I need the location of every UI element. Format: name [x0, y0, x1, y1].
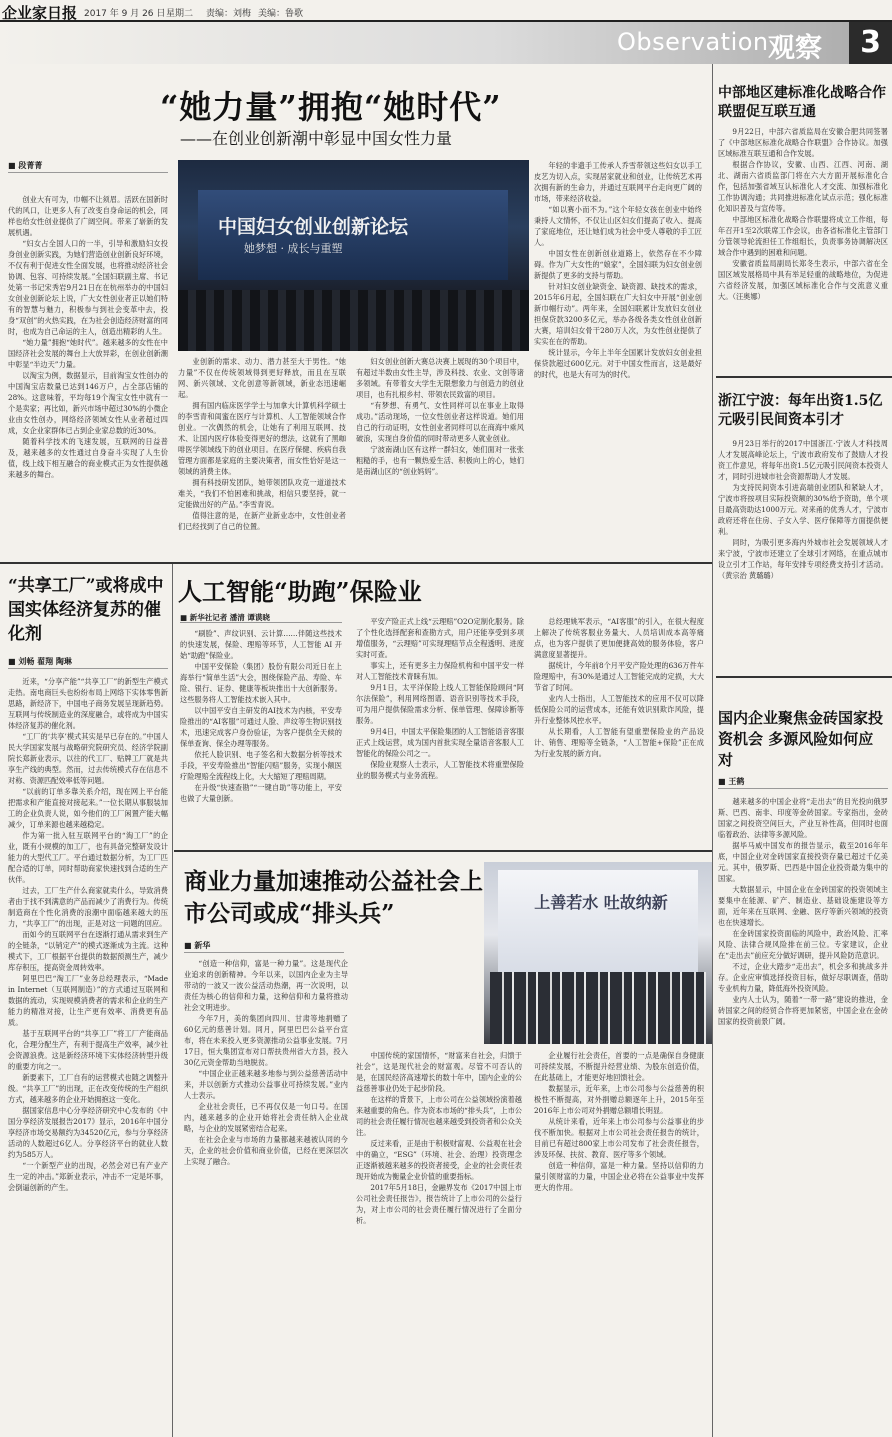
- lead-c3-p2: “有梦想、有勇气、女性同样可以在事业上取得成功。”活动现场，一位女性创业者这样说道。她们用自己的行动证明，女性创业者同样可以在商海中乘风破浪，实现自身价值的同时带动更多人就业创业。: [356, 401, 524, 443]
- left-column-divider: [172, 564, 173, 1437]
- lead-column-1: [8, 194, 168, 554]
- ai-c1-p4: 依托人脸识别、电子签名和大数据分析等技术手段，平安寿险推出“智能闪赔”服务，实现小额医疗险理赔全流程线上化，大大缩短了理赔周期。: [180, 750, 342, 781]
- brief-investment-p6: 业内人士认为，随着“一带一路”建设的推进，金砖国家之间的经贸合作将更加紧密，中国企业在金砖国家的投资前景广阔。: [718, 995, 888, 1026]
- lead-bottom-rule: [0, 562, 712, 564]
- ai-c3-p2: 据统计，今年前8个月平安产险处理的636万件车险理赔中，有30%是通过人工智能完成的定损，大大节省了时间。: [534, 661, 704, 692]
- factory-p3: “以前的订单多靠关系介绍，现在网上平台能把需求和产能直接对接起来。”一位长期从事服装加工的企业负责人说，如今他们的工厂闲置产能大幅减少，订单来源也越来越稳定。: [8, 787, 168, 829]
- welfare-c3-p3: 从统计来看，近年来上市公司参与公益事业的步伐不断加快。根据对上市公司社会责任报告的统计，目前已有超过800家上市公司发布了社会责任报告，涉及环保、扶贫、教育、医疗等多个领域。: [534, 1117, 704, 1159]
- welfare-c2-p3: 反过来看，正是由于积极财富观、公益观在社会中的确立，“ESG”（环境、社会、治理）投资理念正逐渐被越来越多的投资者接受，企业的社会责任表现开始成为衡量企业价值的重要指标。: [356, 1139, 522, 1181]
- ceremony-backdrop: [498, 870, 698, 980]
- lead-c1-p3: “她力量”拥抱“她时代”。越来越多的女性在中国经济社会发展的舞台上大放异彩，在创业创新潮中彰显“半边天”力量。: [8, 338, 168, 369]
- paper-name: 企业家日报: [2, 4, 78, 22]
- factory-p9: 新要素下，工厂自有的运营模式也随之调整升级。“共享工厂”的出现，正在改变传统的生产组织方式，越来越多的企业开始拥抱这一变化。: [8, 1073, 168, 1104]
- brief-central-p3: 中部地区标准化战略合作联盟将成立工作组，每年召开1至2次联席工作会议，由各省标准化主管部门分管领导轮流担任工作组组长，负责事务协调解决区域合作中遇到的困难和问题。: [718, 215, 888, 257]
- factory-p8: 基于互联网平台的“共享工厂”将工厂产能商品化，合理分配生产，有利于提高生产效率，减少社会资源浪费。这是新经济环境下实体经济转型升级的重要方向之一。: [8, 1029, 168, 1071]
- brief-investment-p2: 据毕马威中国发布的报告显示，截至2016年年底，中国企业对金砖国家直接投资存量已超过千亿美元。其中，俄罗斯、巴西是中国企业投资最为集中的国家。: [718, 841, 888, 883]
- brief-investment-p3: 大数据显示，中国企业在金砖国家的投资领域主要集中在能源、矿产、制造业、基础设施建设等方面，近年来在互联网、金融、医疗等新兴领域的投资也在快速增长。: [718, 885, 888, 927]
- brief-ningbo-rule: [716, 676, 892, 678]
- section-title-en: Observation: [617, 28, 769, 56]
- ceremony-guests: [490, 972, 706, 1044]
- brief-central-p1: 9月22日，中部六省质监局在安徽合肥共同签署了《中部地区标准化战略合作联盟》合作协议。加强区域标准互联互通和合作发展。: [718, 127, 888, 158]
- ai-bottom-rule: [174, 850, 712, 852]
- factory-body: [8, 676, 168, 1428]
- factory-p2: “工厂的‘共享’模式其实是早已存在的。”中国人民大学国家发展与战略研究院研究员、经济学院副院长郑新业表示，以往的代工厂、贴牌工厂就是共享生产线的典型。然而，过去传统模式存在信息不对称、资源匹配效率低等问题。: [8, 732, 168, 785]
- ai-c3-p1: 总经理姚军表示，“AI客服”的引入，在很大程度上解决了传统客服业务量大、人员培训成本高等痛点，也为客户提供了更加便捷高效的服务体验，客户满意度显著提升。: [534, 617, 704, 659]
- welfare-c1-p3: “中国企业正越来越多地参与到公益慈善活动中来，并以创新方式推动公益事业可持续发展。”业内人士表示。: [184, 1069, 348, 1100]
- ai-c2-p4: 9月4日，中国太平保险集团的人工智能语音客服正式上线运营，成为国内首批实现全量语音客服人工智能化的保险公司之一。: [356, 727, 524, 758]
- lead-byline: ■ 段菁菁: [8, 161, 43, 170]
- page-number: 3: [860, 25, 881, 60]
- lead-c2-p1: 业创新的需求、动力、潜力甚至大于男性。“她力量”不仅在传统领域得到更好释放，而且在互联网、新兴领域、文化创意等新领域，新业态迅速崛起。: [178, 357, 346, 399]
- brief-investment-byline: ■ 王鹤: [718, 777, 745, 786]
- welfare-ceremony-photo: [484, 862, 712, 1044]
- welfare-c1-p1: “创造一种信仰，富是一种力量”。这是现代企业追求的创新精神。今年以来，以国内企业为主导带动的一波又一波公益活动热潮，再一次说明，以责任为核心的信仰和力量，这种信仰和力量将推动社会文明进步。: [184, 959, 348, 1012]
- lead-c3-p3: 宁波南湖山区有这样一群妇女，她们面对一张张粗糙的手，也有一颗热爱生活、积极向上的心，她们是南湖山区的“创业妈妈”。: [356, 445, 524, 476]
- welfare-column-3: [534, 1050, 704, 1428]
- lead-column-2: [178, 356, 346, 554]
- ai-c3-p3: 业内人士指出，人工智能技术的应用不仅可以降低保险公司的运营成本，还能有效识别欺诈风险，提升行业整体风控水平。: [534, 694, 704, 725]
- brief-investment-p5: 不过，企业大踏步“走出去”，机会多和挑战多并存。企业应审慎选择投资目标，做好尽职调查，借助专业机构力量，降低海外投资风险。: [718, 962, 888, 993]
- issue-date: 2017 年 9 月 26 日: [84, 9, 166, 19]
- brief-ningbo-body: [718, 438, 888, 666]
- lead-c2-p2: 拥有国内临床医学学士与加拿大计算机科学硕士的李雪青和闺蜜在医疗与计算机、人工智能领域合作创业。一次偶然的机会，让她有了利用互联网、技术、让国内医疗体验变得更好的想法，这就有了黑咖啡医学领域线下的创业项目。在医疗保健、疾病自我管理方面都是家庭的主要决策者，而女性恰好是这一领域的消费主体。: [178, 401, 346, 476]
- brief-investment-headline: 国内企业聚焦金砖国家投资机会 多源风险如何应对: [718, 709, 884, 769]
- section-title-cn: 观察: [768, 33, 822, 64]
- forum-stage-photo: [178, 160, 529, 351]
- factory-p4: 作为第一批入驻互联网平台的“淘工厂”的企业，既有小规模的加工厂，也有具备完整研发设计能力的大型代工厂。平台通过数据分析，为工厂匹配合适的订单，同时帮助商家快速找到合适的生产伙伴。: [8, 831, 168, 884]
- lead-c3-p1: 妇女创业创新大赛总决赛上展现的30个项目中，有超过半数由女性主导，涉及科技、农业、文创等诸多领域。有带着女大学生无限想象力与创造力的创业项目，也有扎根乡村、带领农民致富的项目。: [356, 357, 524, 399]
- photo-screen-subtitle: 她梦想 · 成长与重塑: [244, 242, 343, 255]
- factory-p11: “一个新型产业的出现，必然会对已有产业产生一定的冲击。”郑新业表示，冲击不一定是坏事，会倒逼创新的产生。: [8, 1161, 168, 1192]
- welfare-c3-p2: 数据显示，近年来，上市公司参与公益慈善的积极性不断提高，对外捐赠总额逐年上升，2015年至2016年上市公司对外捐赠总额增长明显。: [534, 1084, 704, 1115]
- factory-byline: ■ 刘畅 翟翔 陶琳: [8, 657, 72, 666]
- brief-ningbo-headline: 浙江宁波：每年出资1.5亿元吸引民间资本引才: [718, 393, 883, 428]
- ai-c2-p1: 平安产险正式上线“云理赔”O2O定制化服务。除了个性化选择配套和查勘方式，用户还能享受到多项增值服务，“云理赔”可实现理赔节点全程透明、进度实时可查。: [356, 617, 524, 659]
- lead-headline: “她力量”拥抱“她时代”: [160, 88, 502, 126]
- ai-headline: 人工智能“助跑”保险业: [178, 577, 422, 606]
- welfare-byline: ■ 新华: [184, 941, 211, 950]
- designer-credit: 美编：鲁歌: [258, 9, 304, 19]
- brief-ningbo-p1: 9月23日举行的2017中国浙江·宁波人才科技周人才发展高峰论坛上，宁波市政府发布了鼓励人才投资工作意见，将每年出资1.5亿元吸引民间资本投资人才，同时引进城市社会资源帮助人才发展。: [718, 439, 888, 481]
- brief-investment-p1: 越来越多的中国企业将“走出去”的目光投向俄罗斯、巴西、南非、印度等金砖国家。专家指出，金砖国家之间投资空间巨大，产业互补性高，但同时也面临着政治、法律等多源风险。: [718, 797, 888, 839]
- photo-screen-title: 中国妇女创业创新论坛: [218, 216, 409, 238]
- lead-byline-rule: [8, 172, 168, 173]
- ai-c2-p3: 9月1日，太平洋保险上线人工智能保险顾问“阿尔法保险”，利用网络图谱、语音识别等技术手段，可为用户提供保险需求分析、保单管理、保障诊断等服务。: [356, 683, 524, 725]
- weekday: 星期二: [166, 9, 194, 19]
- factory-byline-rule: [8, 668, 168, 669]
- brief-central-headline: 中部地区建标准化战略合作联盟促互联互通: [718, 85, 886, 120]
- lead-column-3: [356, 356, 524, 554]
- ai-c1-p3: 以中国平安自主研发的AI技术为内核，平安寿险推出的“AI客服”可通过人脸、声纹等生物识别技术，迅速完成客户身份验证，为客户提供全天候的保单查询、保全办理等服务。: [180, 706, 342, 748]
- brief-central-body: [718, 126, 888, 370]
- lead-subheadline: ——在创业创新潮中彰显中国女性力量: [180, 129, 453, 148]
- ai-c3-p4: 从长期看，人工智能有望重塑保险业的产品设计、销售、理赔等全链条，“人工智能+保险”正在成为行业发展的新方向。: [534, 727, 704, 758]
- ai-column-1: [180, 628, 342, 844]
- welfare-c2-p1: 中国传统的家国情怀，“财富来自社会，归馈于社会”，这是现代社会的财富观。尽管不可否认的是，在国民经济高速增长的数十年中，国内企业的公益慈善事业仍处于起步阶段。: [356, 1051, 522, 1093]
- welfare-c1-p4: 企业社会责任，已不再仅仅是一句口号。在国内，越来越多的企业开始将社会责任纳入企业战略，与企业的发展紧密结合起来。: [184, 1102, 348, 1133]
- welfare-column-2: [356, 1050, 522, 1428]
- ai-c1-p2: 中国平安保险（集团）股份有限公司近日在上海举行“简单生活”大会，围绕保险产品、寿险、车险、银行、证券、健康等板块推出十大创新服务。这些服务将人工智能技术嵌入其中。: [180, 662, 342, 704]
- lead-c4-p2: “如以赛小而不为。”这个年轻女孩在创业中始终秉持人文情怀，不仅让山区妇女们提高了收入、提高了家庭地位，还让她们成为社会中受人尊敬的手工匠人。: [534, 205, 702, 247]
- brief-ningbo-p2: 为支持民间资本引进高端创业团队和紧缺人才，宁波市将按项目实际投资额的30%给予资助，单个项目最高资助达1000万元。对来甬的优秀人才，宁波市政府还将在住房、子女入学、医疗保障等方面提供便利。: [718, 483, 888, 536]
- brief-ningbo-p3: 同时，为吸引更多海内外城市社会发展领域人才来宁波，宁波市还建立了全球引才网络，在重点城市设立引才工作站，每年安排专项经费支持引才活动。（黄宗治 黄璐璐）: [718, 538, 888, 580]
- brief-investment-body: [718, 796, 888, 1428]
- brief-investment-byline-rule: [718, 788, 888, 789]
- ai-column-2: [356, 616, 524, 844]
- ai-byline-rule: [180, 622, 342, 623]
- welfare-c3-p1: 企业履行社会责任，首要的一点是确保自身健康可持续发展，不断提升经营业绩、为股东创造价值，在此基础上，才能更好地回馈社会。: [534, 1051, 704, 1082]
- brief-central-p2: 根据合作协议，安徽、山西、江西、河南、湖北、湖南六省质监部门将在六大方面开展标准化合作，包括加强省域互认标准化人才交流、加强标准化工作协调沟通；共同推进标准化试点示范；强化标准化知识普及与宣传等。: [718, 160, 888, 213]
- welfare-c1-p2: 今年7月，美的集团向四川、甘肃等地捐赠了60亿元的慈善计划。同月，阿里巴巴公益平台宣布，将在未来投入更多资源推动公益事业发展。7月17日，恒大集团宣布对口帮扶贵州省大方县，投入30亿元资金帮助当地脱贫。: [184, 1014, 348, 1067]
- editor-credit: 责编：刘梅: [206, 9, 252, 19]
- factory-p6: 而如今的互联网平台在逐渐打通从需求到生产的全链条，“以销定产”的模式逐渐成为主流。这种模式下，工厂根据平台提供的数据预测生产，减少库存积压，提高资金周转效率。: [8, 930, 168, 972]
- lead-c1-p5: 随着科学技术的飞速发展，互联网的日益普及，越来越多的女性通过自身奋斗实现了人生价值，线上线下相互融合的商业模式正为女性提供越来越多的舞台。: [8, 437, 168, 479]
- welfare-c1-p5: 在社会企业与市场的力量都越来越被认同的今天，企业的社会价值和商业价值，已经在更深层次上实现了融合。: [184, 1135, 348, 1166]
- welfare-column-1: [184, 958, 348, 1428]
- ceremony-backdrop-title: 上善若水 吐故纳新: [534, 893, 668, 912]
- factory-p7: 阿里巴巴“淘工厂”业务总经理表示，“Made in Internet（互联网制造）”的方式通过互联网和数据的流动，实现规模消费者的需求和企业的生产能力的精准对接，让生产更有效率、消费更有品质。: [8, 974, 168, 1027]
- lead-c4-p4: 针对妇女创业缺资金、缺资源、缺技术的需求，2015年6月起，全国妇联在广大妇女中开展“创业创新巾帼行动”。两年来，全国妇联累计发放妇女创业担保贷款3200多亿元，举办各级各类女性创业创新大赛，培训妇女骨干280万人次，为女性创业提供了实实在在的帮助。: [534, 282, 702, 346]
- lead-c1-p2: “妇女占全国人口的一半，引导和激励妇女投身创业创新实践，为她们营造创业创新良好环境，不仅有利于促进女性全面发展，也将推动经济社会协调、包容、可持续发展。”全国妇联副主席、书记处第一书记宋秀岩9月21日在在杭州举办的中国妇女创业创新论坛上说，广大女性创业者正以她们特有的智慧与魅力，积极参与到社会变革中去，投身“双创”的火热实践，在为社会创造经济财富的同时，也成为自己命运的主人，创造出精彩的人生。: [8, 239, 168, 336]
- right-column-divider: [712, 64, 713, 1437]
- ai-byline: ■ 新华社记者 潘清 谭谟晓: [180, 613, 270, 622]
- lead-c2-p4: 值得注意的是，在新产业新业态中，女性创业者们已经找到了自己的位置。: [178, 511, 346, 531]
- lead-c4-p3: 中国女性在创新创业道路上，依然存在不少障碍。作为广大女性的“娘家”，全国妇联为妇女创业创新提供了更多的支持与帮助。: [534, 249, 702, 280]
- factory-headline: “共享工厂”或将成中国实体经济复苏的催化剂: [8, 576, 164, 644]
- welfare-c2-p2: 在这样的背景下，上市公司在公益领域扮演着越来越重要的角色。作为资本市场的“排头兵”，上市公司的社会责任履行情况也越来越受到投资者和公众关注。: [356, 1095, 522, 1137]
- lead-c4-p1: 年轻的非遗手工传承人乔雪带领这些妇女以手工皮艺为切入点，实现居家就业和创业，让传统艺术再次拥有新的生命力，并通过互联网平台走向更广阔的市场，带来经济收益。: [534, 161, 702, 203]
- welfare-byline-rule: [184, 952, 344, 953]
- lead-column-4: [534, 160, 702, 554]
- audience-silhouettes: [178, 290, 529, 351]
- lead-c2-p3: 拥有科技研发团队，她带领团队攻克一道道技术难关，“我们不怕困难和挑战，相信只要坚持，就一定能做出好的产品。”李雪青说。: [178, 478, 346, 509]
- lead-c1-p4: 以淘宝为例，数据显示，目前淘宝女性创办的中国淘宝店数量已达到146万户，占全部店铺的28%。这意味着，平均每19个淘宝女性中就有一个是卖家；再比如，新兴市场中超过30%的小微企业由女性创办，网络经济领域女性从业者超过四成，女企业家群体已占到企业家总数的近30%。: [8, 371, 168, 435]
- factory-p5: 过去，工厂生产什么商家就卖什么，导致消费者由于找不到满意的产品而减少了消费行为。传统制造商在个性化消费的浪潮中面临越来越大的压力，“共享工厂”的出现，正是对这一问题的回应。: [8, 886, 168, 928]
- lead-c4-p5: 统计显示，今年上半年全国累计发放妇女创业担保贷款超过600亿元。对于中国女性而言，这是最好的时代，也是大有可为的时代。: [534, 348, 702, 379]
- ai-c2-p2: 事实上，还有更多主力保险机构和中国平安一样对人工智能技术青睐有加。: [356, 661, 524, 681]
- ai-column-3: [534, 616, 704, 844]
- factory-p1: 近来，“分享产能”“共享工厂”的新型生产模式走热。南电商巨头也纷纷布局上网络下实体零售新思路，新经济下，中国电子商务发展呈现新趋势。互联网与传统制造业的深度融合，或将成为中国实体经济复苏的催化剂。: [8, 677, 168, 730]
- brief-central-p4: 安徽省质监局副局长郑冬生表示，中部六省在全国区域发展格局中具有举足轻重的战略地位，为促进六省经济发展，加强区域标准化合作与交流意义重大。（汪奥娜）: [718, 259, 888, 301]
- ai-c2-p5: 保险业观察人士表示，人工智能技术将重塑保险业的服务模式与业务流程。: [356, 760, 524, 780]
- brief-investment-p4: 在金砖国家投资面临的风险中，政治风险、汇率风险、法律合规风险排在前三位。专家建议，企业在“走出去”前应充分做好调研，提升风险防范意识。: [718, 929, 888, 960]
- page-number-badge: [849, 22, 892, 64]
- ai-c1-p1: “刷脸”、声纹识别、云计算……伴随这些技术的快速发展，保险、理赔等环节，人工智能 AI 开始“助跑”保险业。: [180, 629, 342, 660]
- brief-central-rule: [716, 376, 892, 378]
- welfare-c3-p4: 创造一种信仰，富是一种力量。坚持以信仰的力量引领财富的力量，中国企业必将在公益事业中发挥更大的作用。: [534, 1161, 704, 1192]
- welfare-headline: 商业力量加速推动公益社会上市公司或成“排头兵”: [184, 868, 483, 927]
- ai-c1-p5: 在升级“快速查勘”“一键自助”等功能上，平安也做了大量创新。: [180, 783, 342, 803]
- factory-p10: 据国家信息中心分享经济研究中心发布的《中国分享经济发展报告2017》显示，2016年中国分享经济市场交易额约为34520亿元，参与分享经济活动的人数超过6亿人。分享经济平台的就业人数约为585万人。: [8, 1106, 168, 1159]
- welfare-c2-p4: 2017年5月18日，金融界发布《2017中国上市公司社会责任报告》，报告统计了上市公司的公益行为，对上市公司的社会责任履行情况进行了全面分析。: [356, 1183, 522, 1225]
- lead-c1-p1: 创业大有可为，巾帼不让须眉。活跃在国新时代的风口，让更多人有了改变自身命运的机会，同样也给女性创业提供了广阔空间。带来了崭新的发展机遇。: [8, 195, 168, 237]
